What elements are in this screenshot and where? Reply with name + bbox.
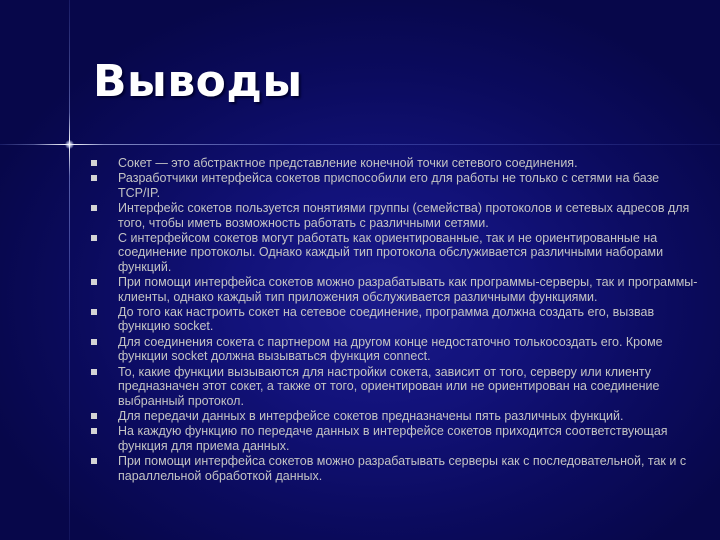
square-bullet-icon bbox=[91, 339, 97, 345]
square-bullet-icon bbox=[91, 309, 97, 315]
square-bullet-icon bbox=[91, 279, 97, 285]
bullet-text: Сокет — это абстрактное представление конечной точки сетевого соединения. bbox=[118, 156, 578, 170]
bullet-text: При помощи интерфейса сокетов можно разрабатывать как программы-серверы, так и программы-клиенты, однако каждый тип приложения обслуживается различными функциями. bbox=[118, 275, 698, 304]
square-bullet-icon bbox=[91, 160, 97, 166]
bullet-text: С интерфейсом сокетов могут работать как ориентированные, так и не ориентированные на соединение протоколы. Однако каждый тип протокола обслуживается различными наборами функций. bbox=[118, 231, 664, 274]
bullet-item bbox=[91, 409, 701, 423]
bullet-item bbox=[91, 231, 701, 274]
bullet-item bbox=[91, 275, 701, 304]
decorative-vertical-line bbox=[69, 0, 70, 540]
square-bullet-icon bbox=[91, 205, 97, 211]
square-bullet-icon bbox=[91, 235, 97, 241]
bullet-item bbox=[91, 454, 701, 483]
square-bullet-icon bbox=[91, 175, 97, 181]
square-bullet-icon bbox=[91, 369, 97, 375]
bullet-text: Для передачи данных в интерфейсе сокетов предназначены пять различных функций. bbox=[118, 408, 624, 423]
bullet-text: Разработчики интерфейса сокетов приспособили его для работы не только с сетями на базе TCP/IP. bbox=[118, 171, 660, 200]
bullet-item bbox=[91, 305, 701, 334]
square-bullet-icon bbox=[91, 428, 97, 434]
bullet-item bbox=[91, 335, 701, 364]
bullet-text: На каждую функцию по передаче данных в интерфейсе сокетов приходится соответствующая функция для приема данных. bbox=[118, 424, 668, 453]
bullet-item bbox=[91, 424, 701, 453]
bullet-item bbox=[91, 365, 701, 408]
slide-title: Выводы bbox=[93, 56, 303, 107]
square-bullet-icon bbox=[91, 413, 97, 419]
sparkle-star-icon bbox=[65, 140, 74, 149]
square-bullet-icon bbox=[91, 458, 97, 464]
bullet-item bbox=[91, 171, 701, 200]
bullet-text: До того как настроить сокет на сетевое соединение, программа должна создать его, вызвав функцию socket. bbox=[118, 305, 655, 334]
bullet-item bbox=[91, 156, 701, 170]
bullet-text: Интерфейс сокетов пользуется понятиями группы (семейства) протоколов и сетевых адресов для того, чтобы иметь возможность работать с различными сетями. bbox=[118, 201, 690, 230]
bullet-text: При помощи интерфейса сокетов можно разрабатывать серверы как с последовательной, так и с параллельной обработкой данных. bbox=[118, 454, 687, 483]
bullet-list bbox=[91, 156, 701, 484]
bullet-item bbox=[91, 201, 701, 230]
bullet-text: То, какие функции вызываются для настройки сокета, зависит от того, серверу или клиенту предназначен этот сокет, а также от того, ориентирован или не ориентирован на соединение выбранный протокол. bbox=[118, 364, 660, 408]
bullet-text: Для соединения сокета с партнером на другом конце недостаточно толькосоздать его. Кроме функции socket должна вызываться функция connect. bbox=[118, 334, 663, 364]
decorative-horizontal-line bbox=[0, 144, 720, 145]
